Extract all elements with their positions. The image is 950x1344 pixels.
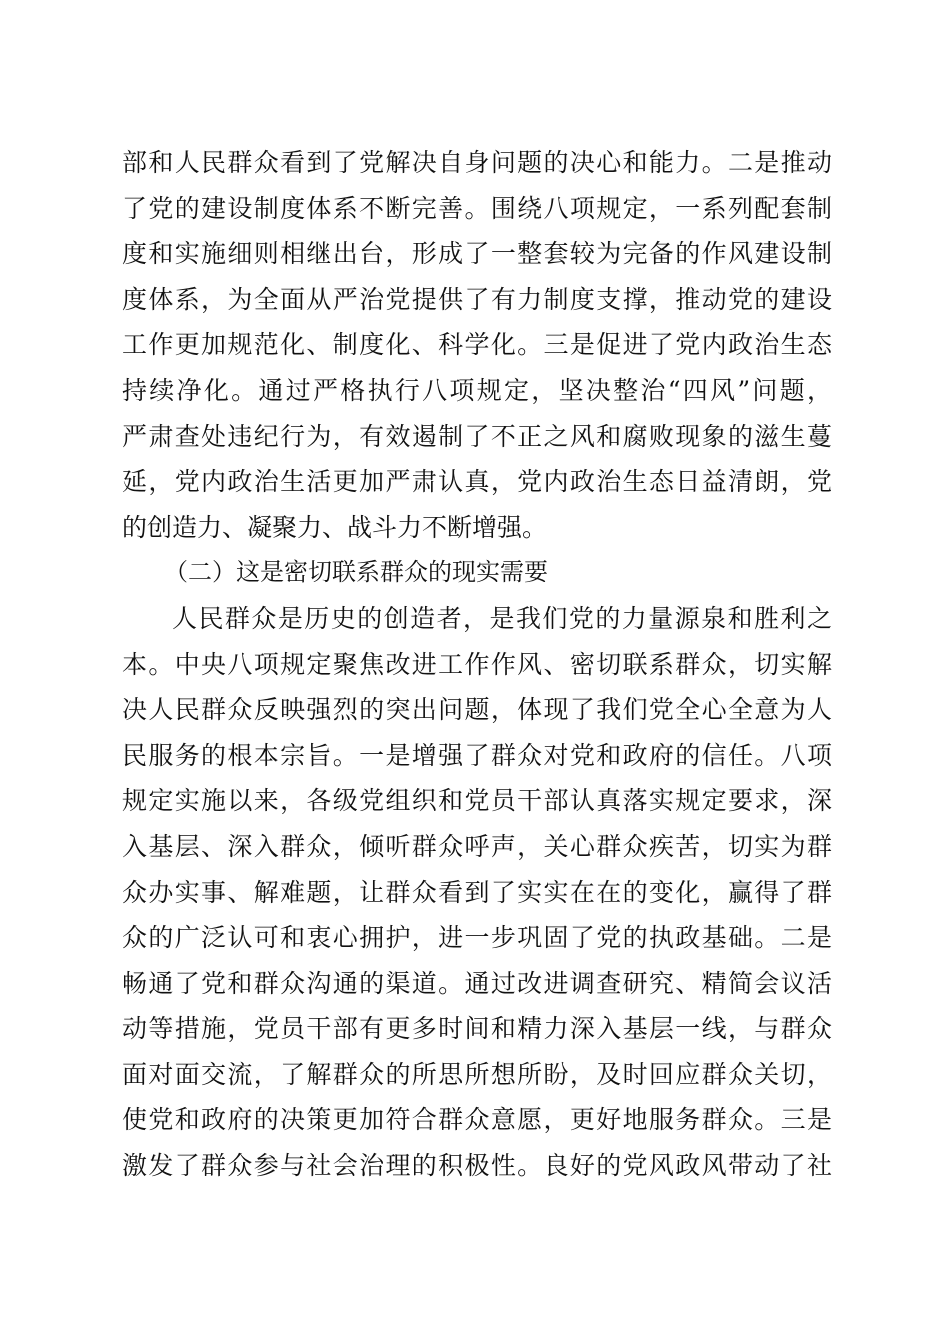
paragraph-1-line: 工作更加规范化、制度化、科学化。三是促进了党内政治生态 [122, 330, 832, 360]
document-body [122, 140, 832, 1189]
paragraph-2-line: 入基层、深入群众，倾听群众呼声，关心群众疾苦，切实为群 [122, 831, 832, 861]
paragraph-2-line: 民服务的根本宗旨。一是增强了群众对党和政府的信任。八项 [122, 740, 832, 770]
paragraph-1-line: 严肃查处违纪行为，有效遏制了不正之风和腐败现象的滋生蔓 [122, 421, 832, 451]
paragraph-2-line: 众办实事、解难题，让群众看到了实实在在的变化，赢得了群 [122, 877, 832, 907]
paragraph-1-line: 持续净化。通过严格执行八项规定，坚决整治“四风”问题， [122, 375, 832, 405]
paragraph-1-line: 的创造力、凝聚力、战斗力不断增强。 [122, 512, 548, 542]
paragraph-2-line: 众的广泛认可和衷心拥护，进一步巩固了党的执政基础。二是 [122, 923, 832, 953]
paragraph-1-line: 部和人民群众看到了党解决自身问题的决心和能力。二是推动 [122, 148, 832, 177]
paragraph-2 [122, 596, 832, 1189]
paragraph-2-line: 畅通了党和群众沟通的渠道。通过改进调查研究、精简会议活 [122, 968, 832, 998]
paragraph-1-line: 延，党内政治生活更加严肃认真，党内政治生态日益清朗，党 [122, 467, 832, 497]
paragraph-2-line: 激发了群众参与社会治理的积极性。良好的党风政风带动了社 [122, 1151, 832, 1181]
paragraph-2-line: 决人民群众反映强烈的突出问题，体现了我们党全心全意为人 [122, 695, 832, 725]
paragraph-2-line: 本。中央八项规定聚焦改进工作作风、密切联系群众，切实解 [122, 649, 832, 679]
paragraph-2-line: 人民群众是历史的创造者，是我们党的力量源泉和胜利之 [172, 603, 832, 633]
paragraph-2-line: 动等措施，党员干部有更多时间和精力深入基层一线，与群众 [122, 1014, 832, 1044]
section-heading: （二）这是密切联系群众的现实需要 [164, 558, 548, 587]
paragraph-2-line: 规定实施以来，各级党组织和党员干部认真落实规定要求，深 [122, 786, 832, 816]
paragraph-2-line: 使党和政府的决策更加符合群众意愿，更好地服务群众。三是 [122, 1105, 832, 1135]
paragraph-1-line: 度和实施细则相继出台，形成了一整套较为完备的作风建设制 [122, 239, 832, 269]
paragraph-1-line: 了党的建设制度体系不断完善。围绕八项规定，一系列配套制 [122, 193, 832, 223]
paragraph-1 [122, 140, 832, 550]
paragraph-2-line: 面对面交流，了解群众的所思所想所盼，及时回应群众关切， [122, 1059, 832, 1089]
paragraph-1-line: 度体系，为全面从严治党提供了有力制度支撑，推动党的建设 [122, 284, 832, 314]
